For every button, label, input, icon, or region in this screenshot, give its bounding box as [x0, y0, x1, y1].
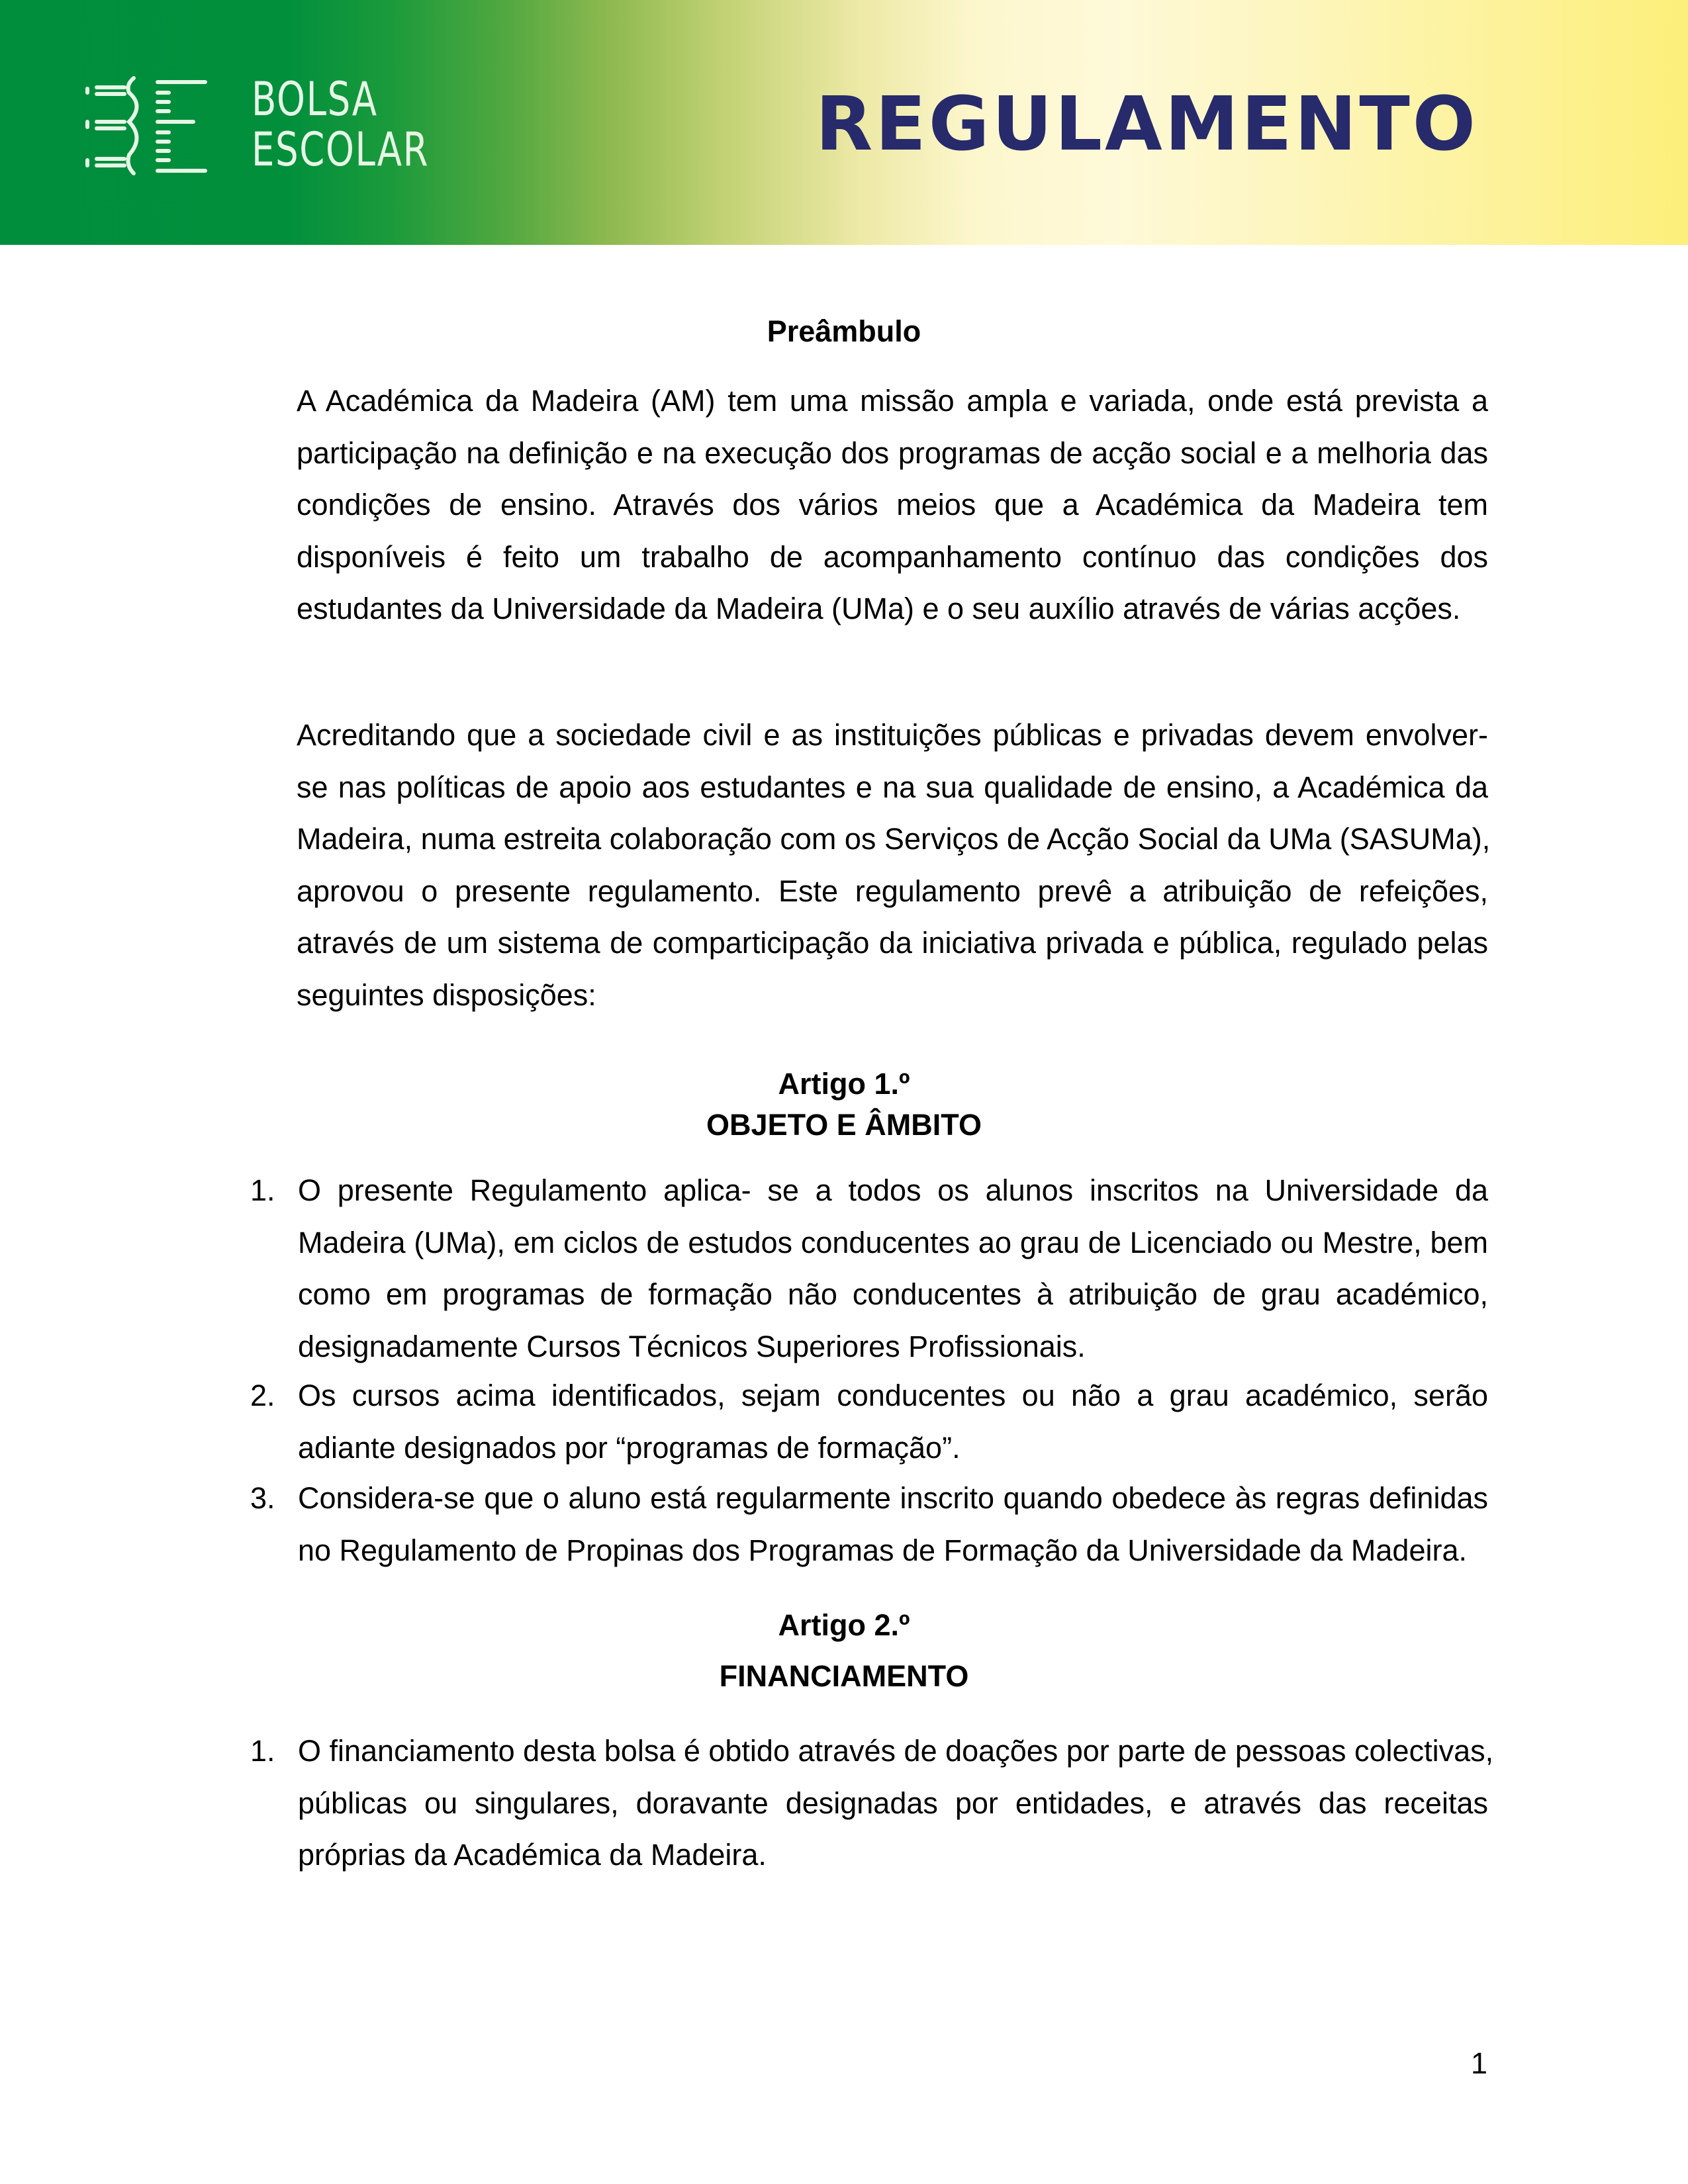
- preamble-title: Preâmbulo: [767, 314, 921, 348]
- list-number: 2.: [250, 1379, 275, 1412]
- text-line: O financiamento desta bolsa é obtido através de doações por parte de pessoas colectivas,: [298, 1734, 1494, 1768]
- text-line: como em programas de formação não conducentes à atribuição de grau académico,: [298, 1277, 1488, 1311]
- list-number: 1.: [250, 1734, 275, 1768]
- logo-line-1: BOLSA: [252, 72, 378, 126]
- logo-line-2: ESCOLAR: [252, 122, 430, 177]
- text-line: públicas ou singulares, doravante designadas por entidades, e através das receitas: [298, 1786, 1488, 1820]
- text-line: Os cursos acima identificados, sejam conducentes ou não a grau académico, serão: [298, 1379, 1488, 1412]
- bolsa-escolar-logo: [79, 72, 430, 180]
- article-2-title: FINANCIAMENTO: [719, 1659, 969, 1693]
- preamble-paragraph-1: [297, 375, 1488, 635]
- text-line: aprovou o presente regulamento. Este regulamento prevê a atribuição de refeições,: [297, 874, 1488, 908]
- text-line: próprias da Académica da Madeira.: [298, 1838, 767, 1872]
- article-2-number: Artigo 2.º: [778, 1608, 910, 1642]
- text-line: participação na definição e na execução dos programas de acção social e a melhoria das: [297, 435, 1488, 470]
- text-line: designadamente Cursos Técnicos Superiores Profissionais.: [298, 1329, 1086, 1363]
- text-line: condições de ensino. Através dos vários meios que a Académica da Madeira tem: [297, 488, 1488, 522]
- article-1-number: Artigo 1.º: [778, 1067, 910, 1101]
- text-line: O presente Regulamento aplica- se a todos os alunos inscritos na Universidade da: [298, 1173, 1488, 1207]
- logo-wordmark: [252, 74, 429, 175]
- text-line: Madeira, numa estreita colaboração com os Serviços de Acção Social da UMa (SASUMa),: [297, 822, 1491, 856]
- text-line: Considera-se que o aluno está regularmente inscrito quando obedece às regras definidas: [298, 1481, 1488, 1515]
- list-number: 1.: [250, 1173, 275, 1207]
- text-line: Madeira (UMa), em ciclos de estudos conducentes ao grau de Licenciado ou Mestre, bem: [298, 1225, 1488, 1259]
- header-banner: [0, 0, 1688, 245]
- text-line: no Regulamento de Propinas dos Programas de Formação da Universidade da Madeira.: [298, 1533, 1467, 1567]
- text-line: A Académica da Madeira (AM) tem uma missão ampla e variada, onde está prevista a: [297, 384, 1488, 418]
- text-line: Acreditando que a sociedade civil e as instituições públicas e privadas devem envolver-: [297, 718, 1488, 752]
- preamble-paragraph-2: [297, 709, 1491, 1021]
- page-number: 1: [1471, 2046, 1488, 2080]
- text-line: seguintes disposições:: [297, 978, 596, 1012]
- text-line: estudantes da Universidade da Madeira (UMa) e o seu auxílio através de várias acções.: [297, 592, 1461, 625]
- bolsa-escolar-logo-icon: [79, 74, 218, 180]
- list-number: 3.: [250, 1481, 275, 1515]
- header-title: REGULAMENTO: [816, 81, 1478, 167]
- article-1-title: OBJETO E ÂMBITO: [706, 1108, 982, 1142]
- text-line: disponíveis é feito um trabalho de acompanhamento contínuo das condições dos: [297, 539, 1488, 574]
- text-line: através de um sistema de comparticipação da iniciativa privada e pública, regulado pelas: [297, 926, 1488, 960]
- text-line: adiante designados por “programas de formação”.: [298, 1430, 961, 1465]
- text-line: se nas políticas de apoio aos estudantes e na sua qualidade de ensino, a Académica da: [297, 770, 1488, 804]
